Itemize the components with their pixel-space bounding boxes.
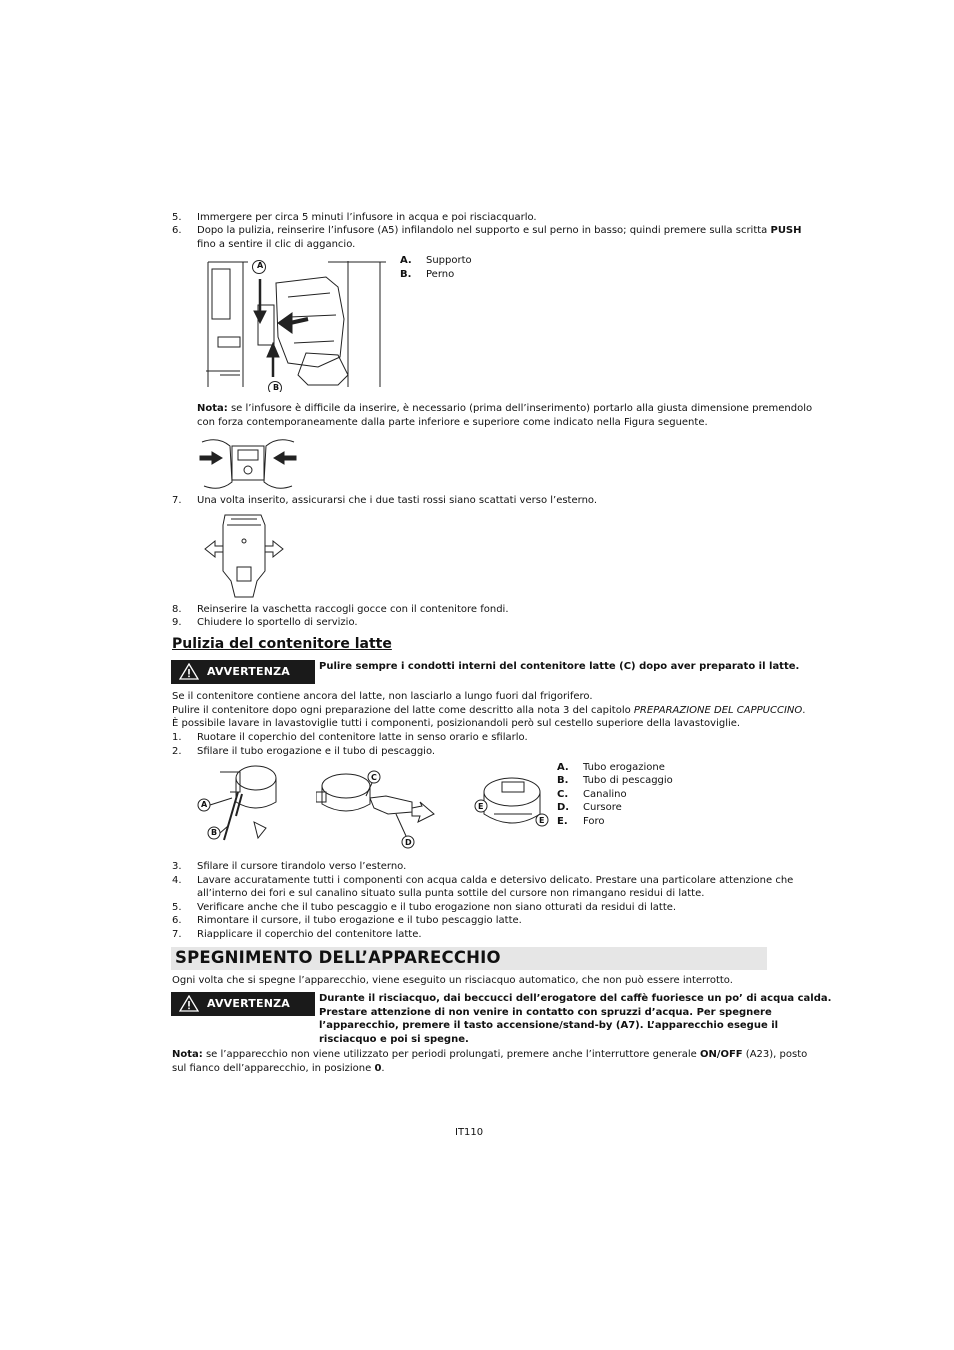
step-text: Una volta inserito, assicurarsi che i due tasti rossi siano scattati verso l’esterno. bbox=[197, 495, 598, 506]
subheading: Pulizia del contenitore latte bbox=[172, 636, 392, 652]
step-text: Rimontare il cursore, il tubo erogazione e il tubo pescaggio latte. bbox=[197, 915, 522, 926]
legend-value: Foro bbox=[583, 816, 605, 827]
callout-a: A bbox=[201, 800, 208, 809]
step-number: 2. bbox=[172, 746, 182, 757]
infuser-buttons-figure bbox=[203, 511, 285, 599]
step-number: 6. bbox=[172, 225, 182, 236]
legend-value: Tubo erogazione bbox=[583, 762, 665, 773]
legend-item bbox=[557, 788, 627, 802]
warning-text: Pulire sempre i condotti interni del contenitore latte (C) dopo aver preparato il latte. bbox=[319, 661, 800, 672]
onoff-label: ON/OFF bbox=[699, 1049, 743, 1060]
note-line bbox=[172, 1062, 385, 1076]
note-line bbox=[197, 402, 812, 416]
step-text: Chiudere lo sportello di servizio. bbox=[197, 617, 358, 628]
step-text: Verificare anche che il tubo pescaggio e il tubo erogazione non siano otturati da residui di latte. bbox=[197, 902, 677, 913]
callout-c: C bbox=[371, 773, 377, 782]
step-text-cont: all’interno dei fori e sul canalino situato sulla punta sottile del cursore non rimangano residui di latte. bbox=[197, 888, 705, 899]
callout-a: A bbox=[257, 261, 264, 270]
note-text: sul fianco dell’apparecchio, in posizione bbox=[172, 1063, 375, 1074]
section-heading bbox=[171, 947, 767, 970]
callout-e: E bbox=[539, 816, 545, 825]
infuser-insertion-figure bbox=[198, 257, 388, 392]
note-text: se l’apparecchio non viene utilizzato per periodi prolungati, premere anche l’interruttore generale bbox=[202, 1049, 700, 1060]
page-number: IT110 bbox=[455, 1127, 484, 1138]
step-number: 5. bbox=[172, 902, 182, 913]
section-intro: Ogni volta che si spegne l’apparecchio, viene eseguito un risciacquo automatico, che non può essere interrotto. bbox=[172, 975, 733, 986]
warning-label: AVVERTENZA bbox=[207, 997, 290, 1010]
step-number: 7. bbox=[172, 495, 182, 506]
warning-text-line: risciacquo e poi si spegne. bbox=[319, 1034, 469, 1045]
step-text: Immergere per circa 5 minuti l’infusore in acqua e poi risciacquarlo. bbox=[197, 212, 537, 223]
legend-key: D. bbox=[557, 802, 570, 813]
callout-b: B bbox=[273, 383, 280, 392]
step-number: 8. bbox=[172, 604, 182, 615]
warning-badge bbox=[171, 992, 315, 1016]
legend-key: A. bbox=[557, 762, 569, 773]
paragraph-line: È possibile lavare in lavastoviglie tutti i componenti, posizionandoli però sul cestello superiore della lavastoviglie. bbox=[172, 718, 741, 729]
step-number: 6. bbox=[172, 915, 182, 926]
step-text: Ruotare il coperchio del contenitore latte in senso orario e sfilarlo. bbox=[197, 732, 528, 743]
step-number: 3. bbox=[172, 861, 182, 872]
warning-icon bbox=[179, 995, 199, 1012]
chapter-ref: PREPARAZIONE DEL CAPPUCCINO bbox=[633, 705, 803, 716]
section-title: SPEGNIMENTO DELL’APPARECCHIO bbox=[175, 948, 501, 967]
step-text: Riapplicare il coperchio del contenitore latte. bbox=[197, 929, 422, 940]
legend-key: B. bbox=[400, 269, 412, 280]
step-text-cont: fino a sentire il clic di aggancio. bbox=[197, 239, 356, 250]
note-text: . bbox=[381, 1063, 385, 1074]
step-number: 1. bbox=[172, 732, 182, 743]
legend-value: Perno bbox=[426, 269, 455, 280]
note-line bbox=[172, 1048, 807, 1062]
warning-badge bbox=[171, 660, 315, 684]
legend-item bbox=[400, 254, 472, 268]
step-text: Sfilare il tubo erogazione e il tubo di pescaggio. bbox=[197, 746, 436, 757]
milk-lid-figure bbox=[196, 762, 282, 842]
legend-item bbox=[557, 815, 605, 829]
legend-key: C. bbox=[557, 789, 569, 800]
paragraph-line bbox=[172, 704, 805, 718]
step-number: 5. bbox=[172, 212, 182, 223]
step-number: 9. bbox=[172, 617, 182, 628]
legend-value: Cursore bbox=[583, 802, 622, 813]
warning-text-line: l’apparecchio, premere il tasto accensione/stand-by (A7). L’apparecchio esegue il bbox=[319, 1020, 779, 1031]
step-text: Sfilare il cursore tirandolo verso l’esterno. bbox=[197, 861, 407, 872]
callout-b: B bbox=[211, 828, 218, 837]
legend-key: B. bbox=[557, 775, 569, 786]
note-text: se l’infusore è difficile da inserire, è necessario (prima dell’inserimento) portarlo alla giusta dimensione premendolo bbox=[227, 403, 813, 414]
warning-icon bbox=[179, 663, 199, 680]
legend-value: Tubo di pescaggio bbox=[583, 775, 673, 786]
legend-item bbox=[557, 774, 673, 788]
step-number: 7. bbox=[172, 929, 182, 940]
legend-item bbox=[400, 268, 454, 282]
callout-d: D bbox=[405, 838, 412, 847]
legend-value: Canalino bbox=[583, 789, 627, 800]
position-zero: 0 bbox=[374, 1063, 382, 1074]
legend-value: Supporto bbox=[426, 255, 472, 266]
push-label: PUSH bbox=[770, 225, 802, 236]
para-text: Pulire il contenitore dopo ogni preparazione del latte come descritto alla nota 3 del capitolo bbox=[172, 705, 634, 716]
callout-e: E bbox=[478, 802, 484, 811]
para-text: . bbox=[802, 705, 806, 716]
note-label: Nota: bbox=[197, 403, 228, 414]
step-text bbox=[197, 224, 802, 238]
legend-item bbox=[557, 761, 665, 775]
warning-text-line: Durante il risciacquo, dai beccucci dell’erogatore del caffè fuoriesce un po’ di acqua calda. bbox=[319, 993, 832, 1004]
legend-key: A. bbox=[400, 255, 412, 266]
legend-key: E. bbox=[557, 816, 568, 827]
infuser-squeeze-figure bbox=[198, 434, 298, 494]
legend-item bbox=[557, 801, 622, 815]
step-number: 4. bbox=[172, 875, 182, 886]
warning-label: AVVERTENZA bbox=[207, 665, 290, 678]
note-label: Nota: bbox=[172, 1049, 203, 1060]
note-text: (A23), posto bbox=[742, 1049, 808, 1060]
step-text-part: Dopo la pulizia, reinserire l’infusore (A5) infilandolo nel supporto e sul perno in basso; quindi premere sulla scritta bbox=[197, 225, 771, 236]
step-text: Lavare accuratamente tutti i componenti con acqua calda e detersivo delicato. Prestare una particolare attenzione che bbox=[197, 875, 794, 886]
warning-text-line: Prestare attenzione di non venire in contatto con spruzzi d’acqua. Per spegnere bbox=[319, 1007, 772, 1018]
step-text: Reinserire la vaschetta raccogli gocce con il contenitore fondi. bbox=[197, 604, 509, 615]
paragraph-line: Se il contenitore contiene ancora del latte, non lasciarlo a lungo fuori dal frigorifero. bbox=[172, 691, 593, 702]
note-line: con forza contemporaneamente dalla parte inferiore e superiore come indicato nella Figura seguente. bbox=[197, 417, 708, 428]
